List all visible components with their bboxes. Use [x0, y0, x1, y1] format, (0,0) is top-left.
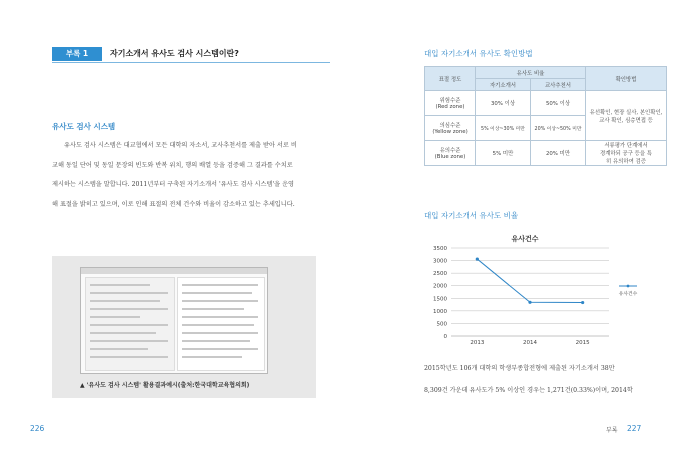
data-point [528, 301, 531, 304]
row-teacher: 50% 이상 [531, 91, 586, 116]
data-point [581, 301, 584, 304]
row-teacher: 20% 미만 [531, 141, 586, 166]
chart-y-ticks [433, 246, 448, 340]
row-method-blue-1: 서류평가 단계에서 [604, 143, 648, 149]
th-method: 확인방법 [586, 67, 667, 91]
screenshot-left-panel [85, 277, 175, 371]
y-tick-label: 1000 [433, 308, 447, 315]
row-level-en: (Yellow zone) [432, 129, 468, 135]
screenshot-caption: ▲ '유사도 검사 시스템' 활용결과예시(출처:한국대학교육협의회) [80, 382, 250, 389]
th-self: 자기소개서 [476, 79, 531, 91]
row-method-blue-3: 히 유의하여 검증 [606, 159, 646, 165]
y-tick-label: 2500 [433, 271, 447, 278]
similarity-line-chart [425, 228, 655, 346]
table-row [425, 141, 667, 166]
row-self: 5% 미만 [476, 141, 531, 166]
screenshot-titlebar [81, 268, 267, 274]
page-number-right: 227 [627, 424, 642, 433]
page-number-left: 226 [30, 424, 45, 433]
row-teacher: 20% 이상~50% 미만 [531, 116, 586, 141]
result-paragraph [424, 358, 660, 402]
x-tick-label: 2013 [470, 340, 485, 346]
x-tick-label: 2015 [575, 340, 590, 346]
chart-x-ticks [470, 340, 590, 346]
x-tick-label: 2014 [523, 340, 537, 346]
chart-legend [619, 285, 638, 297]
body-paragraph-text: 유사도 검사 시스템은 대교협에서 모든 대학의 자소서, 교사추천서를 제출 받아 서로 비교해 동일 단어 및 동일 문장의 빈도와 반복 위치, 행의 배열 등을 검증해 그 결과를 수치로 제시하는 시스템을 말합니다. 2011년부터 구축된 자기소개서 '유사도 검사 시스템'을 운영해 표절을 밝히고 있으며, 이로 인해 표절의 전체 건수와 비율이 감소하고 있는 추세입니다. [52, 142, 297, 208]
legend-marker [627, 285, 630, 288]
th-level: 표절 정도 [425, 67, 476, 91]
legend-label: 유사건수 [618, 292, 638, 297]
th-teacher: 교사추천서 [531, 79, 586, 91]
row-level: 유의수준 [439, 148, 461, 154]
row-method-red-yellow: 유선확인, 현장 실사, 본인확인, 교사 확인, 심층면접 등 [586, 91, 667, 141]
th-ratio: 유사도 비율 [476, 67, 586, 79]
y-tick-label: 2000 [433, 283, 447, 290]
result-line-2: 8,309건 가운데 유사도가 5% 이상인 경우는 1,271건(0.33%)이며, 2014학 [424, 387, 633, 394]
similarity-table [424, 66, 667, 166]
title-underline [52, 62, 330, 63]
row-self: 30% 이상 [476, 91, 531, 116]
y-tick-label: 500 [436, 321, 447, 328]
screenshot-right-panel [177, 277, 265, 371]
table-row [425, 91, 667, 116]
row-level-en: (Blue zone) [434, 154, 466, 160]
chart-series [476, 257, 585, 304]
footer-label: 부록 [606, 427, 618, 434]
row-level: 위험수준 [439, 98, 461, 104]
row-level-en: (Red zone) [435, 104, 465, 110]
row-self: 5% 이상~30% 미만 [476, 116, 531, 141]
appendix-badge: 부록 1 [52, 47, 102, 61]
section-title-chart: 대입 자기소개서 유사도 비율 [424, 211, 519, 220]
y-tick-label: 3500 [433, 246, 447, 252]
y-tick-label: 3000 [433, 258, 447, 265]
y-tick-label: 0 [443, 334, 447, 340]
body-paragraph [52, 136, 297, 214]
result-line-1: 2015학년도 106개 대학의 학생부종합전형에 제출된 자기소개서 38만 [424, 365, 615, 372]
screenshot-image [80, 267, 268, 374]
series-line [477, 259, 582, 302]
appendix-title: 자기소개서 유사도 검사 시스템이란? [110, 49, 239, 58]
chart-grid [451, 248, 609, 336]
y-tick-label: 1500 [433, 296, 447, 303]
section-title-table: 대입 자기소개서 유사도 확인방법 [424, 49, 533, 58]
chart-title: 유사건수 [511, 235, 539, 243]
row-level: 의심수준 [439, 123, 461, 129]
row-method-blue-2: 경계하되 공구 등을 특 [599, 151, 652, 157]
section-title-system: 유사도 검사 시스템 [52, 122, 116, 131]
data-point [476, 257, 479, 260]
